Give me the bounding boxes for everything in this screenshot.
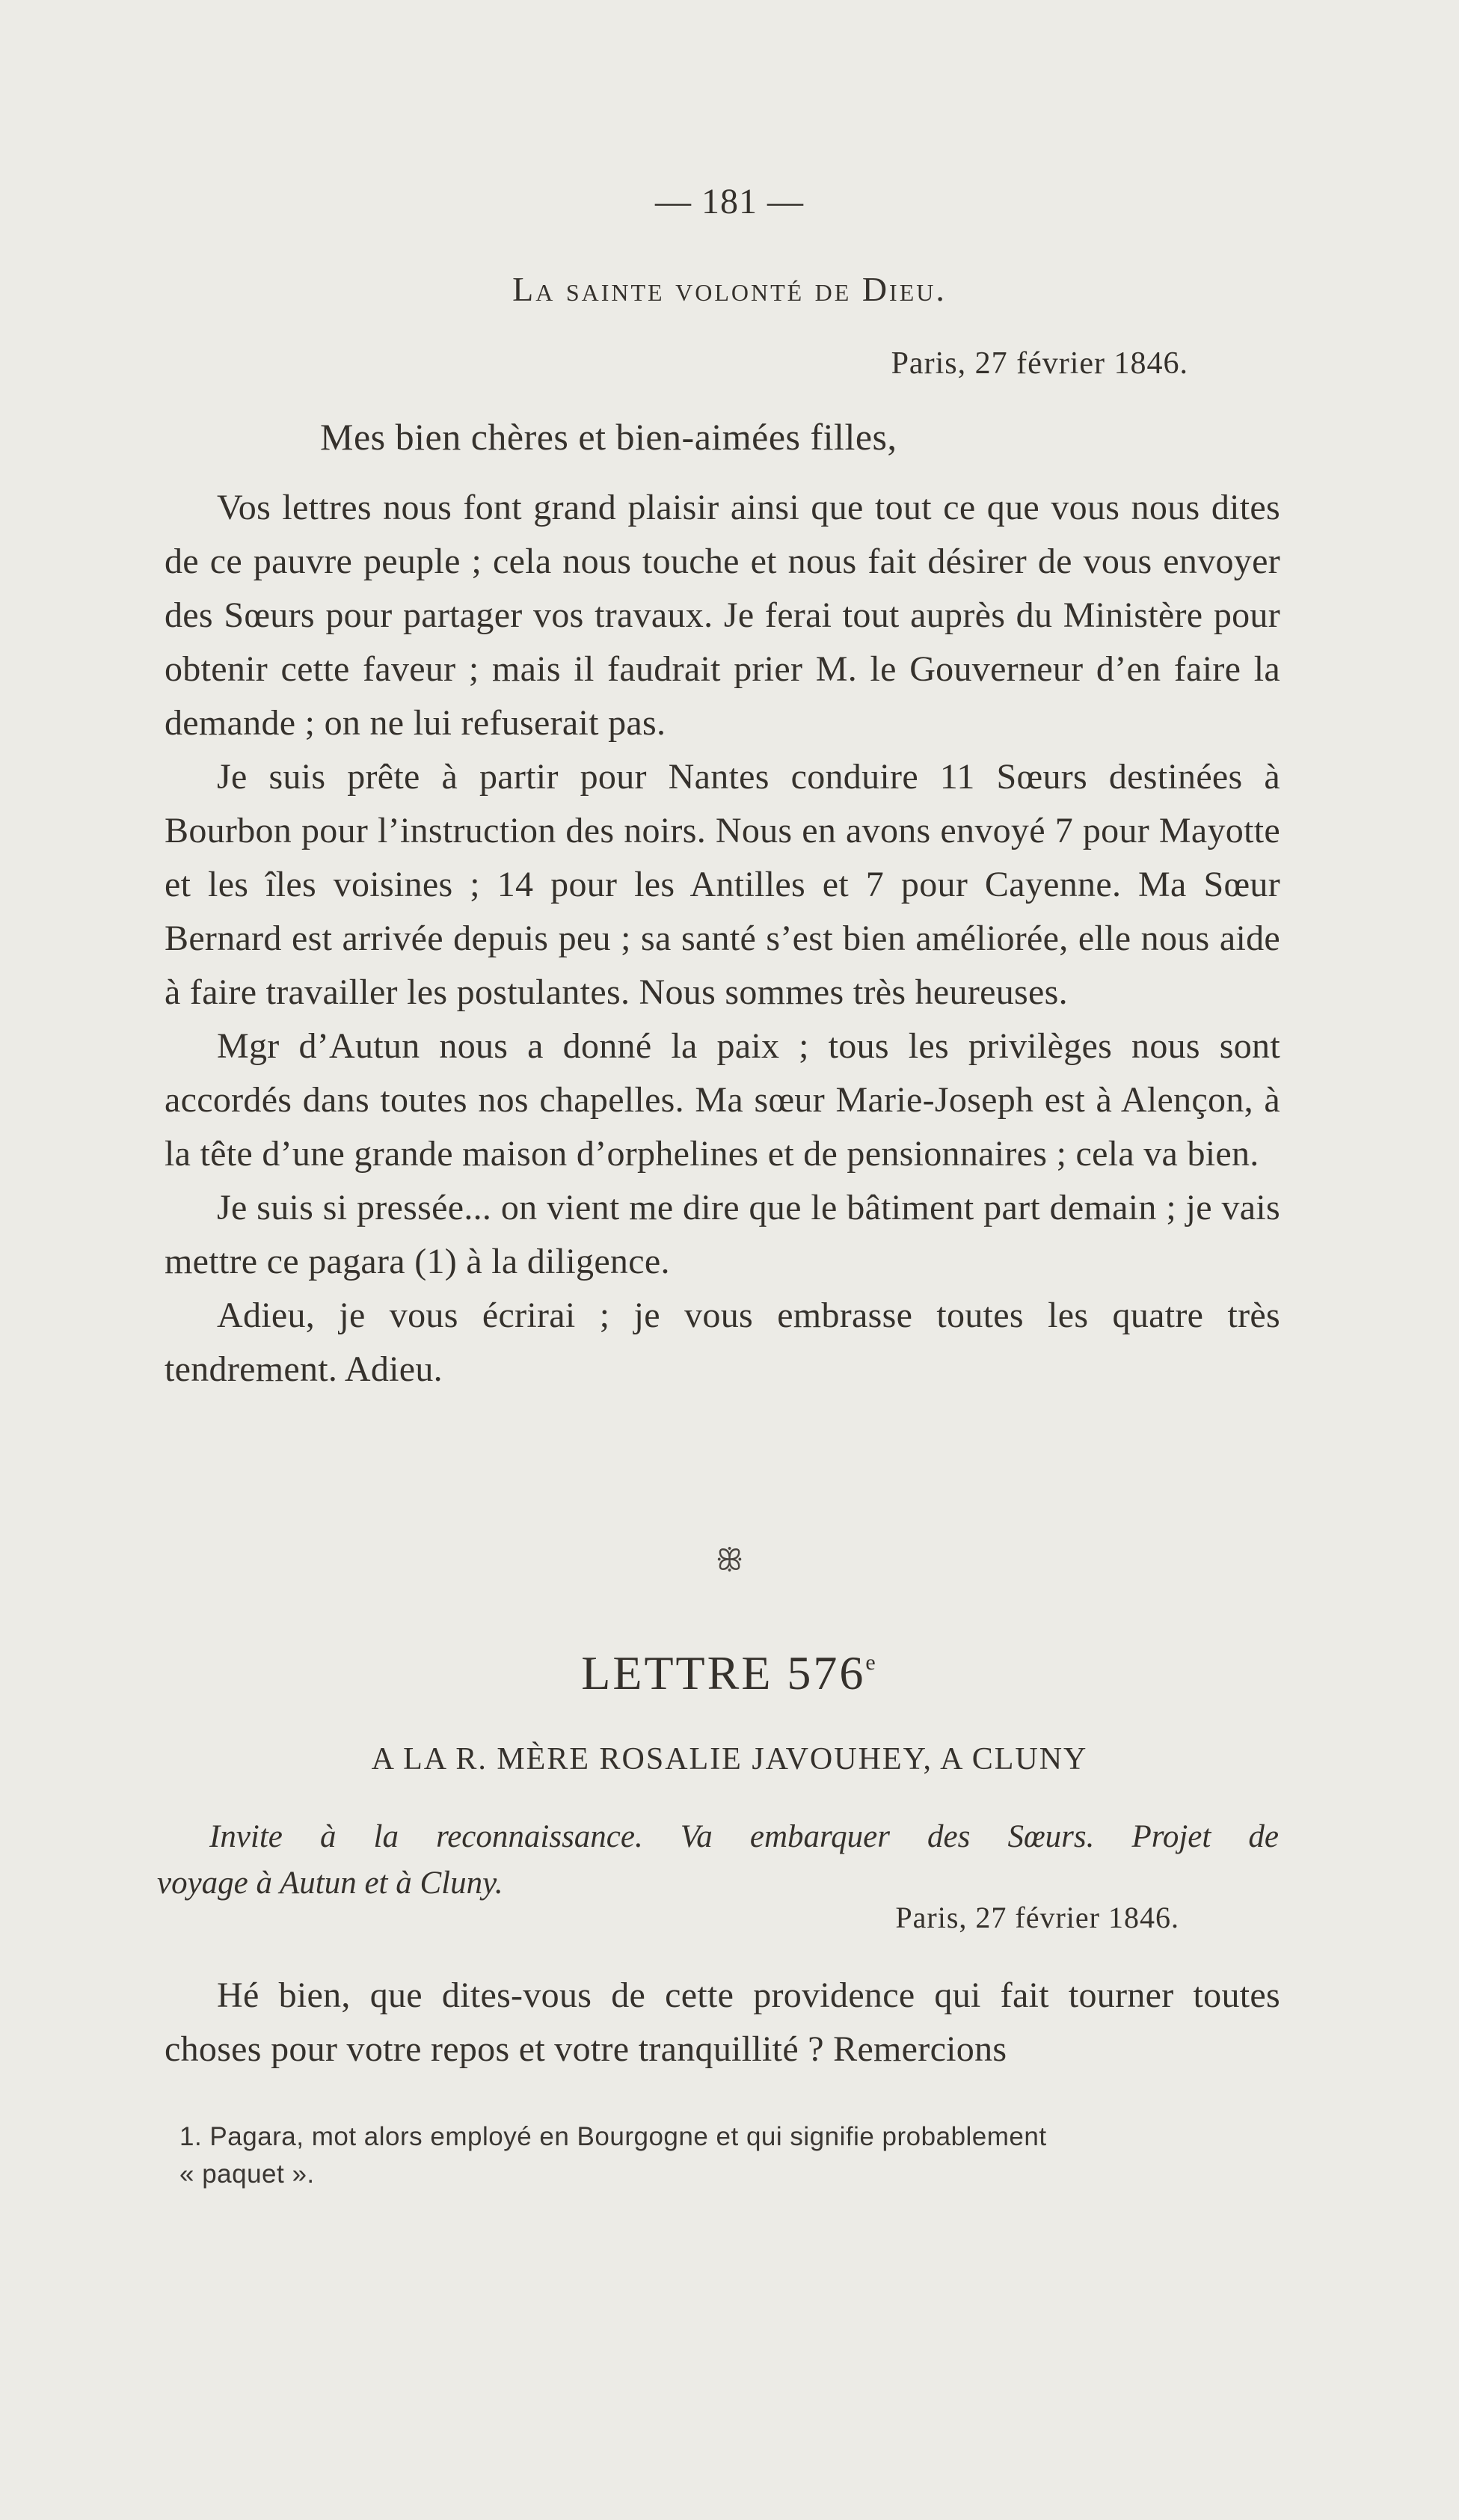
paragraph: Je suis si pressée... on vient me dire que le bâtiment part demain ; je vais mettre ce pagara (1) à la diligence. xyxy=(165,1188,1280,1281)
letter-summary xyxy=(157,1814,1279,1907)
fleuron-ornament-icon: ꕥ xyxy=(715,1543,744,1577)
footnote-line: « paquet ». xyxy=(179,2159,315,2189)
letter-number: LETTRE 576 xyxy=(581,1646,866,1699)
paragraph: Je suis prête à partir pour Nantes conduire 11 Sœurs destinées à Bourbon pour l’instruction des noirs. Nous en avons envoyé 7 pour Mayotte et les îles voisines ; 14 pour les Antilles et 7 pour Cayenne. Ma Sœur Bernard est arrivée depuis peu ; sa santé s’est bien améliorée, elle nous aide à faire travailler les postulantes. Nous sommes très heureuses. xyxy=(165,757,1280,1012)
paragraph: Vos lettres nous font grand plaisir ainsi que tout ce que vous nous dites de ce pauvre peuple ; cela nous touche et nous fait désirer de vous envoyer des Sœurs pour partager vos travaux. Je ferai tout auprès du Ministère pour obtenir cette faveur ; mais il faudrait prier M. le Gouverneur d’en faire la demande ; on ne lui refuserait pas. xyxy=(165,488,1280,743)
page-number: — 181 — xyxy=(655,182,804,221)
section-title: La sainte volonté de Dieu. xyxy=(512,270,947,308)
paragraph: Adieu, je vous écrirai ; je vous embrasse toutes les quatre très tendrement. Adieu. xyxy=(165,1296,1280,1389)
salutation: Mes bien chères et bien-aimées filles, xyxy=(320,416,897,458)
summary-line: voyage à Autun et à Cluny. xyxy=(157,1866,503,1901)
footnote-line: 1. Pagara, mot alors employé en Bourgogne et qui signifie probablement xyxy=(179,2122,1047,2151)
footnote xyxy=(179,2118,1279,2193)
dateline-letter-a: Paris, 27 février 1846. xyxy=(891,346,1188,381)
paragraph: Hé bien, que dites-vous de cette providence qui fait tourner toutes choses pour votre repos et votre tranquillité ? Remercions xyxy=(165,1975,1280,2069)
letter-recipient: A LA R. MÈRE ROSALIE JAVOUHEY, A CLUNY xyxy=(371,1742,1088,1776)
letter-number-suffix: e xyxy=(865,1650,878,1675)
letter-heading xyxy=(0,1646,1459,1701)
dateline-letter-b: Paris, 27 février 1846. xyxy=(895,1901,1179,1934)
summary-line: Invite à la reconnaissance. Va embarquer des Sœurs. Projet de xyxy=(209,1819,1279,1854)
letter-a-body xyxy=(165,481,1280,1397)
letter-b-body xyxy=(165,1969,1280,2076)
paragraph: Mgr d’Autun nous a donné la paix ; tous les privilèges nous sont accordés dans toutes nos chapelles. Ma sœur Marie-Joseph est à Alençon, à la tête d’une grande maison d’orphelines et de pensionnaires ; cela va bien. xyxy=(165,1026,1280,1174)
